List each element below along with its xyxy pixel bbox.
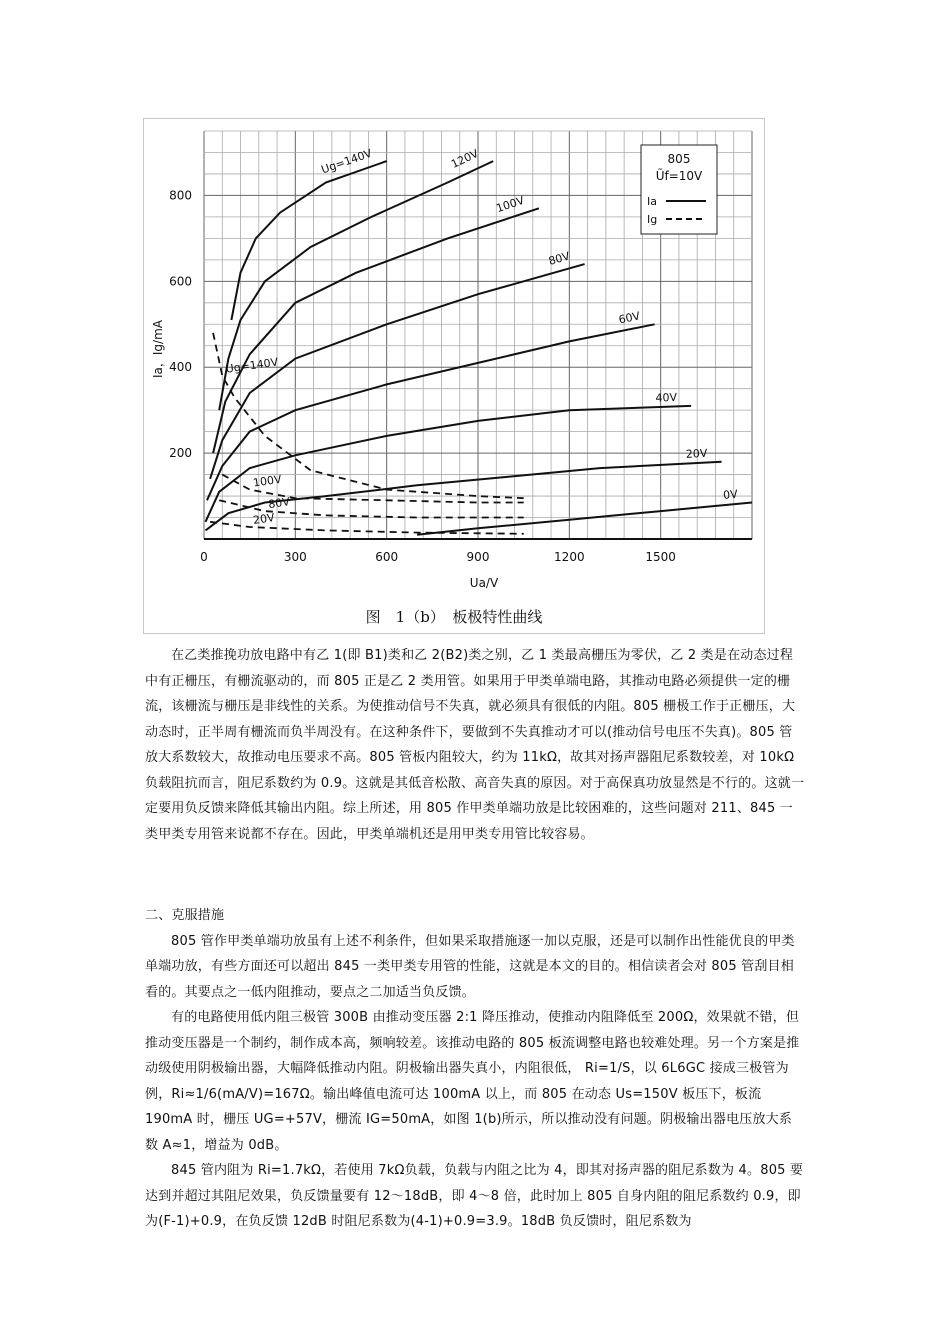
series-label: 60V [617, 309, 642, 327]
body-text-1 [145, 643, 805, 847]
paragraph-4: 845 管内阻为 Ri=1.7kΩ，若使用 7kΩ负载，负载与内阻之比为 4，即其对扬声器的阻尼系数为 4。805 要达到并超过其阻尼效果，负反馈量要有 12～18dB，即 4～8 倍，此时加上 805 自身内阻的阻尼系数约 0.9，即为(F-1)+0.9，在负反馈 12dB 时阻尼系数为(4-1)+0.9=3.9。18dB 负反馈时，阻尼系数为 [145, 1163, 804, 1229]
x-tick-label: 0 [200, 550, 208, 564]
series-label: 20V [685, 446, 708, 461]
x-tick-label: 600 [375, 550, 399, 564]
legend-filament: Ũf=10V [655, 169, 703, 183]
series-label: Ug=140V [224, 355, 279, 376]
paragraph-2: 805 管作甲类单端功放虽有上述不利条件，但如果采取措施逐一加以克服，还是可以制作出性能优良的甲类单端功放，有些方面还可以超出 845 一类甲类专用管的性能，这就是本文的目的。相信读者会对 805 管刮目相看的。其要点之一低内阻推动，要点之二加适当负反馈。 [145, 933, 795, 1000]
figure-caption: 图 1（b） 板极特性曲线 [365, 608, 543, 626]
series-label: 120V [449, 147, 481, 171]
series-ia-120v [219, 161, 493, 410]
legend-ig-label: Ig [647, 213, 658, 226]
paragraph-1: 在乙类推挽功放电路中有乙 1(即 B1)类和乙 2(B2)类之别，乙 1 类最高栅压为零伏，乙 2 类是在动态过程中有正栅压，有栅流驱动的，而 805 正是乙 2 类用管。如果用于甲类单端电路，其推动电路必须提供一定的栅流，该栅流与栅压是非线性的关系。为使推动信号不失真，就必须具有很低的内阻。805 栅极工作于正栅压，大动态时，正半周有栅流而负半周没有。在这种条件下，要做到不失真推动才可以(推动信号电压不失真)。805 管放大系数较大，故推动电压要求不高。805 管板内阻较大，约为 11kΩ，故其对扬声器阻尼系数较差，对 10kΩ负载阻抗而言，阻尼系数约为 0.9。这就是其低音松散、高音失真的原因。对于高保真功放显然是不行的。这就一定要用负反馈来降低其输出内阻。综上所述，用 805 作甲类单端功放是比较困难的，这些问题对 211、845 一类甲类专用管来说都不存在。因此，甲类单端机还是用甲类专用管比较容易。 [145, 648, 805, 842]
series-label: 20V [252, 511, 276, 527]
x-tick-label: 1200 [554, 550, 585, 564]
series-label: 100V [252, 472, 283, 490]
y-axis-label: Ia，Ig/mA [151, 320, 165, 378]
y-tick-label: 800 [169, 188, 192, 203]
plate-characteristics-chart [144, 119, 764, 633]
series-ia-80v [210, 264, 584, 479]
series-label: 80V [267, 495, 291, 512]
body-text-2 [145, 903, 805, 1235]
series-label: 80V [547, 249, 572, 268]
legend-tube: 805 [667, 152, 691, 166]
x-tick-label: 900 [466, 550, 490, 564]
series-label: Ug=140V [319, 146, 374, 177]
series-label: 100V [494, 193, 526, 216]
series-ia-100v [213, 208, 539, 453]
y-tick-label: 200 [169, 446, 192, 461]
series-ia-0v [417, 503, 752, 535]
x-axis-label: Ua/V [469, 576, 499, 590]
section-heading: 二、克服措施 [145, 908, 225, 923]
series-label: 0V [722, 487, 739, 502]
series-label: 40V [655, 390, 678, 405]
x-tick-label: 300 [283, 550, 307, 564]
legend-ia-label: Ia [647, 195, 657, 208]
paragraph-3: 有的电路使用低内阻三极管 300B 由推动变压器 2:1 降压推动，使推动内阻降低至 200Ω，效果就不错，但推动变压器是一个制约，制作成本高，频响较差。该推动电路的 805 板流调整电路也较难处理。另一个方案是推动级使用阴极输出器，大幅降低推动内阻。阴极输出器失真小，内阻很低， Ri=1/S，以 6L6GC 接成三极管为例，Ri≈1/6(mA/V)=167Ω。输出峰值电流可达 100mA 以上，而 805 在动态 Us=150V 板压下，板流 190mA 时，栅压 UG=+57V，栅流 IG=50mA，如图 1(b)所示，所以推动没有问题。阴极输出器电压放大系数 A≈1，增益为 0dB。 [145, 1010, 800, 1153]
plate-characteristics-figure [143, 118, 765, 634]
y-tick-label: 600 [169, 274, 192, 289]
x-tick-label: 1500 [645, 550, 676, 564]
y-tick-label: 400 [169, 360, 192, 375]
